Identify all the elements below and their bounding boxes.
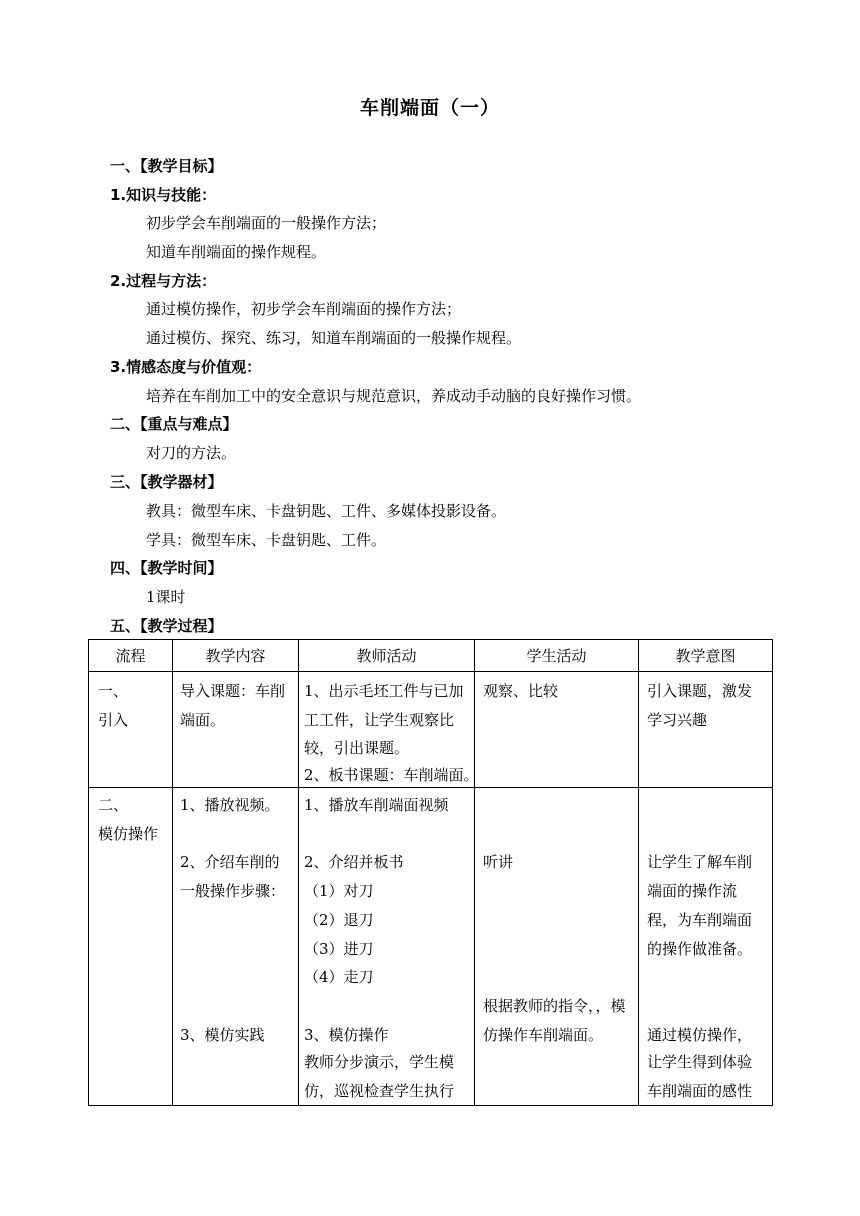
- header-content: 教学内容: [173, 640, 299, 672]
- table-row: [89, 672, 773, 788]
- row2-intent-line: 车削端面的感性: [647, 1082, 753, 1100]
- row2-student-line: 听讲: [483, 853, 514, 871]
- row1-teacher-line: 工工件，让学生观察比: [304, 711, 455, 729]
- section-heading-equipment: 三、【教学器材】: [110, 473, 223, 491]
- row1-intent-line: 学习兴趣: [647, 711, 708, 729]
- row2-flow-line: 二、: [98, 796, 129, 814]
- equipment-teacher-line: 教具：微型车床、卡盘钥匙、工件、多媒体投影设备。: [146, 502, 507, 520]
- document-title: 车削端面（一）: [359, 97, 500, 119]
- row2-intent-line: 端面的操作流: [647, 882, 738, 900]
- row1-content-line: 端面。: [180, 711, 226, 729]
- row1-teacher-line: 1、出示毛坯工件与已加: [304, 682, 464, 700]
- row1-teacher-cell: [299, 672, 479, 788]
- table-row: [89, 788, 773, 1106]
- row2-student-line: 根据教师的指令，，模: [483, 997, 626, 1015]
- table-header-row: [89, 640, 773, 672]
- subheading-knowledge-skills: 1.知识与技能：: [110, 186, 217, 204]
- process-line-2: 通过模仿、探究、练习，知道车削端面的一般操作规程。: [146, 329, 522, 347]
- row2-teacher-line: 1、播放车削端面视频: [304, 796, 449, 814]
- row2-teacher-line: 3、模仿操作: [304, 1026, 389, 1044]
- row2-student-line: 仿操作车削端面。: [483, 1026, 604, 1044]
- row2-teacher-line: （3）进刀: [304, 940, 374, 958]
- row2-intent-line: 程，为车削端面: [647, 911, 753, 929]
- row1-flow-line: 一、: [98, 682, 129, 700]
- knowledge-line-1: 初步学会车削端面的一般操作方法；: [146, 214, 387, 232]
- row2-intent-cell: [639, 788, 773, 1106]
- process-line-1: 通过模仿操作，初步学会车削端面的操作方法；: [146, 300, 462, 318]
- row2-flow-line: 模仿操作: [98, 825, 159, 843]
- row2-intent-line: 让学生了解车削: [647, 853, 753, 871]
- subheading-attitude-values: 3.情感态度与价值观：: [110, 358, 262, 376]
- row1-intent-cell: [639, 672, 773, 788]
- section-heading-time: 四、【教学时间】: [110, 559, 223, 577]
- header-flow: 流程: [89, 640, 173, 672]
- header-student-activity: 学生活动: [475, 640, 639, 672]
- row2-intent-line: 的操作做准备。: [647, 940, 753, 958]
- header-intent: 教学意图: [639, 640, 773, 672]
- row1-student-line: 观察、比较: [483, 682, 559, 700]
- subheading-process-method: 2.过程与方法：: [110, 272, 217, 290]
- row2-teacher-cell: [299, 788, 475, 1106]
- row2-teacher-line: （1）对刀: [304, 882, 374, 900]
- row1-flow-line: 引入: [98, 711, 129, 729]
- knowledge-line-2: 知道车削端面的操作规程。: [146, 243, 327, 261]
- row2-intent-line: 通过模仿操作，: [647, 1026, 753, 1044]
- section-heading-process: 五、【教学过程】: [110, 617, 223, 635]
- section-heading-objectives: 一、【教学目标】: [110, 157, 223, 175]
- section-heading-key-points: 二、【重点与难点】: [110, 415, 238, 433]
- row2-content-line: 1、播放视频。: [180, 796, 280, 814]
- row2-content-cell: [173, 788, 299, 1106]
- row2-teacher-line: 仿，巡视检查学生执行: [304, 1082, 455, 1100]
- key-points-line-1: 对刀的方法。: [146, 444, 237, 462]
- row2-student-cell: [475, 788, 639, 1106]
- row2-content-line: 3、模仿实践: [180, 1026, 265, 1044]
- row1-student-cell: [475, 672, 639, 788]
- row2-teacher-line: （2）退刀: [304, 911, 374, 929]
- row2-teacher-line: 2、介绍并板书: [304, 853, 404, 871]
- row1-content-cell: [173, 672, 299, 788]
- row2-flow-cell: [89, 788, 173, 1106]
- row1-teacher-line: 较，引出课题。: [304, 739, 410, 757]
- row2-teacher-line: 教师分步演示，学生模: [304, 1053, 455, 1071]
- header-teacher-activity: 教师活动: [299, 640, 475, 672]
- row1-content-line: 导入课题：车削: [180, 682, 286, 700]
- row1-intent-line: 引入课题，激发: [647, 682, 753, 700]
- row2-content-line: 2、介绍车削的: [180, 853, 280, 871]
- row1-flow-cell: [89, 672, 173, 788]
- attitude-line-1: 培养在车削加工中的安全意识与规范意识，养成动手动脑的良好操作习惯。: [146, 387, 642, 405]
- row2-teacher-line: （4）走刀: [304, 968, 374, 986]
- teaching-process-table: [88, 639, 773, 1106]
- equipment-student-line: 学具：微型车床、卡盘钥匙、工件。: [146, 531, 387, 549]
- row2-content-line: 一般操作步骤：: [180, 882, 286, 900]
- time-line-1: 1课时: [146, 588, 186, 606]
- row2-intent-line: 让学生得到体验: [647, 1053, 753, 1071]
- row1-teacher-line: 2、板书课题：车削端面。: [304, 766, 479, 784]
